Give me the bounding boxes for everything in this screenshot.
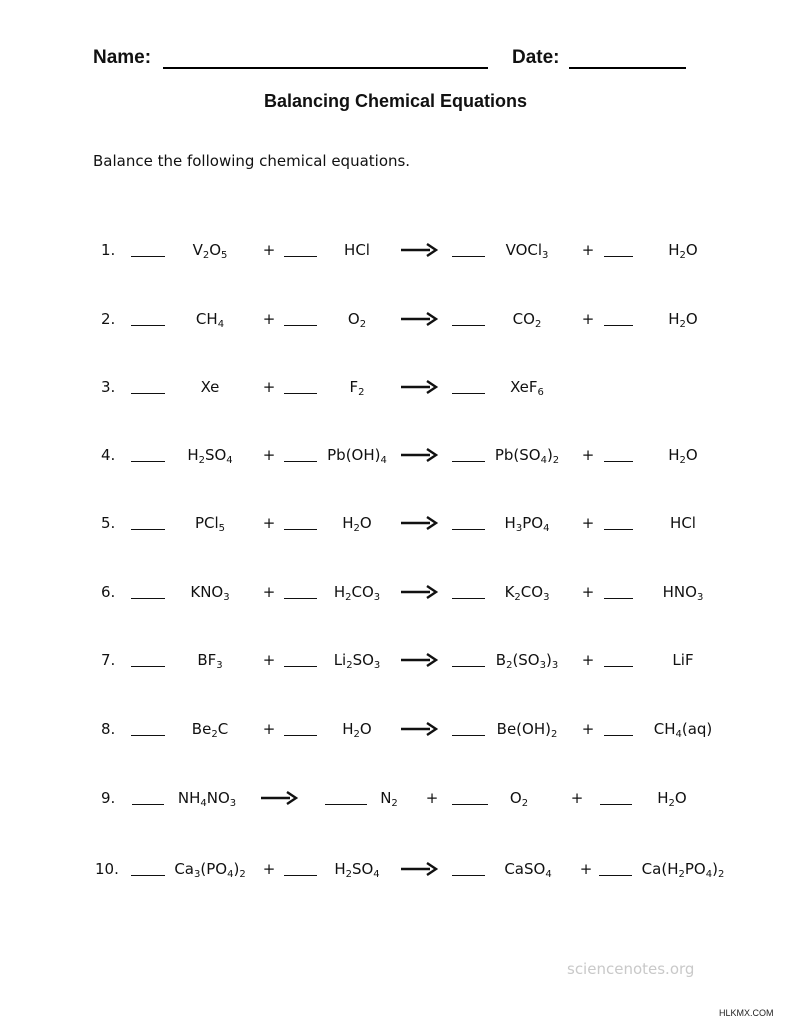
- plus-sign: +: [570, 789, 584, 807]
- equation-number: 1.: [101, 241, 116, 259]
- coefficient-blank[interactable]: [604, 735, 633, 736]
- chemical-formula: $N_2$: [380, 789, 398, 809]
- chemical-formula: $K_2CO_3$: [504, 583, 550, 603]
- chemical-formula: $H_2O$: [668, 310, 698, 330]
- equation-row: [0, 445, 791, 475]
- equation-row: [0, 582, 791, 612]
- plus-sign: +: [581, 446, 595, 464]
- coefficient-blank[interactable]: [452, 393, 485, 394]
- reaction-arrow-icon: [400, 241, 440, 259]
- equation-row: [0, 309, 791, 339]
- coefficient-blank[interactable]: [452, 325, 485, 326]
- plus-sign: +: [262, 720, 276, 738]
- coefficient-blank[interactable]: [452, 256, 485, 257]
- plus-sign: +: [262, 446, 276, 464]
- chemical-formula: $H_2CO_3$: [333, 583, 381, 603]
- equation-number: 7.: [101, 651, 116, 669]
- reaction-arrow-icon: [400, 860, 440, 878]
- chemical-formula: VOCl$_3$: [505, 241, 549, 261]
- chemical-formula: LiF: [672, 651, 694, 669]
- equation-number: 6.: [101, 583, 116, 601]
- reaction-arrow-icon: [400, 378, 440, 396]
- chemical-formula: $Ca_3(PO_4)_2$: [174, 860, 246, 880]
- plus-sign: +: [425, 789, 439, 807]
- chemical-formula: $Pb(OH)_4$: [327, 446, 387, 466]
- coefficient-blank[interactable]: [604, 598, 633, 599]
- coefficient-blank[interactable]: [131, 735, 165, 736]
- coefficient-blank[interactable]: [131, 461, 165, 462]
- chemical-formula: $Li_2SO_3$: [333, 651, 381, 671]
- coefficient-blank[interactable]: [452, 529, 485, 530]
- coefficient-blank[interactable]: [284, 325, 317, 326]
- equation-number: 10.: [95, 860, 119, 878]
- reaction-arrow-icon: [400, 310, 440, 328]
- plus-sign: +: [262, 310, 276, 328]
- name-label: Name:: [93, 47, 152, 68]
- equation-row: [0, 719, 791, 749]
- chemical-formula: $Ca(H_2PO_4)_2$: [641, 860, 725, 880]
- coefficient-blank[interactable]: [131, 666, 165, 667]
- plus-sign: +: [581, 241, 595, 259]
- equation-number: 9.: [101, 789, 116, 807]
- equation-row: [0, 788, 791, 818]
- reaction-arrow-icon: [400, 514, 440, 532]
- chemical-formula: $CO_2$: [512, 310, 542, 330]
- equation-number: 3.: [101, 378, 116, 396]
- coefficient-blank[interactable]: [131, 529, 165, 530]
- chemical-formula: $Pb(SO_4)_2$: [494, 446, 560, 466]
- chemical-formula: PCl$_5$: [194, 514, 226, 534]
- chemical-formula: $BF_3$: [197, 651, 223, 671]
- coefficient-blank[interactable]: [452, 666, 485, 667]
- chemical-formula: $CH_4$: [195, 310, 225, 330]
- chemical-formula: $H_2O$: [342, 514, 372, 534]
- plus-sign: +: [262, 241, 276, 259]
- plus-sign: +: [581, 310, 595, 328]
- coefficient-blank[interactable]: [131, 875, 165, 876]
- chemical-formula: $H_2SO_4$: [334, 860, 380, 880]
- coefficient-blank[interactable]: [604, 256, 633, 257]
- coefficient-blank[interactable]: [325, 804, 367, 805]
- coefficient-blank[interactable]: [599, 875, 632, 876]
- equation-number: 2.: [101, 310, 116, 328]
- coefficient-blank[interactable]: [284, 875, 317, 876]
- chemical-formula: $F_2$: [349, 378, 365, 398]
- chemical-formula: CaSO$_4$: [504, 860, 552, 880]
- instructions: Balance the following chemical equations.: [93, 152, 411, 170]
- chemical-formula: $NH_4NO_3$: [177, 789, 237, 809]
- coefficient-blank[interactable]: [131, 393, 165, 394]
- coefficient-blank[interactable]: [284, 256, 317, 257]
- equation-row: [0, 240, 791, 270]
- plus-sign: +: [579, 860, 593, 878]
- chemical-formula: $KNO_3$: [190, 583, 230, 603]
- chemical-formula: $O_2$: [347, 310, 367, 330]
- coefficient-blank[interactable]: [284, 598, 317, 599]
- chemical-formula: $B_2(SO_3)_3$: [495, 651, 559, 671]
- equation-number: 8.: [101, 720, 116, 738]
- date-label: Date:: [512, 47, 560, 68]
- chemical-formula: $Be(OH)_2$: [496, 720, 558, 740]
- coefficient-blank[interactable]: [284, 393, 317, 394]
- coefficient-blank[interactable]: [452, 735, 485, 736]
- coefficient-blank[interactable]: [131, 256, 165, 257]
- equation-row: [0, 650, 791, 680]
- reaction-arrow-icon: [400, 446, 440, 464]
- reaction-arrow-icon: [400, 720, 440, 738]
- coefficient-blank[interactable]: [604, 461, 633, 462]
- coefficient-blank[interactable]: [452, 804, 488, 805]
- coefficient-blank[interactable]: [452, 461, 485, 462]
- plus-sign: +: [262, 651, 276, 669]
- worksheet-title: Balancing Chemical Equations: [263, 91, 528, 111]
- coefficient-blank[interactable]: [284, 461, 317, 462]
- coefficient-blank[interactable]: [452, 598, 485, 599]
- plus-sign: +: [262, 514, 276, 532]
- chemical-formula: $O_2$: [509, 789, 529, 809]
- plus-sign: +: [581, 583, 595, 601]
- corner-mark: HLKMX.COM: [719, 1008, 774, 1018]
- plus-sign: +: [581, 651, 595, 669]
- date-field[interactable]: [569, 67, 686, 69]
- coefficient-blank[interactable]: [131, 598, 165, 599]
- chemical-formula: HCl: [670, 514, 696, 532]
- chemical-formula: $H_2O$: [342, 720, 372, 740]
- coefficient-blank[interactable]: [452, 875, 485, 876]
- plus-sign: +: [581, 514, 595, 532]
- reaction-arrow-icon: [400, 651, 440, 669]
- chemical-formula: HCl: [344, 241, 370, 259]
- plus-sign: +: [262, 378, 276, 396]
- coefficient-blank[interactable]: [284, 666, 317, 667]
- chemical-formula: $H_3PO_4$: [504, 514, 550, 534]
- plus-sign: +: [262, 860, 276, 878]
- name-field[interactable]: [163, 67, 488, 69]
- coefficient-blank[interactable]: [604, 325, 633, 326]
- equation-row: [0, 513, 791, 543]
- coefficient-blank[interactable]: [284, 735, 317, 736]
- chemical-formula: $Be_2C$: [191, 720, 229, 740]
- equation-number: 5.: [101, 514, 116, 532]
- equation-number: 4.: [101, 446, 116, 464]
- equation-row: [0, 859, 791, 889]
- coefficient-blank[interactable]: [604, 529, 633, 530]
- coefficient-blank[interactable]: [284, 529, 317, 530]
- coefficient-blank[interactable]: [132, 804, 164, 805]
- chemical-formula: Xe: [200, 378, 220, 396]
- coefficient-blank[interactable]: [131, 325, 165, 326]
- reaction-arrow-icon: [400, 583, 440, 601]
- coefficient-blank[interactable]: [600, 804, 632, 805]
- watermark: sciencenotes.org: [567, 960, 695, 978]
- chemical-formula: $HNO_3$: [662, 583, 704, 603]
- reaction-arrow-icon: [260, 789, 300, 807]
- chemical-formula: $V_2O_5$: [192, 241, 228, 261]
- equation-row: [0, 377, 791, 407]
- chemical-formula: $CH_4(aq)$: [653, 720, 713, 740]
- chemical-formula: $H_2O$: [668, 446, 698, 466]
- plus-sign: +: [581, 720, 595, 738]
- chemical-formula: $H_2O$: [657, 789, 687, 809]
- chemical-formula: XeF$_6$: [510, 378, 544, 398]
- plus-sign: +: [262, 583, 276, 601]
- chemical-formula: $H_2O$: [668, 241, 698, 261]
- coefficient-blank[interactable]: [604, 666, 633, 667]
- chemical-formula: $H_2SO_4$: [187, 446, 233, 466]
